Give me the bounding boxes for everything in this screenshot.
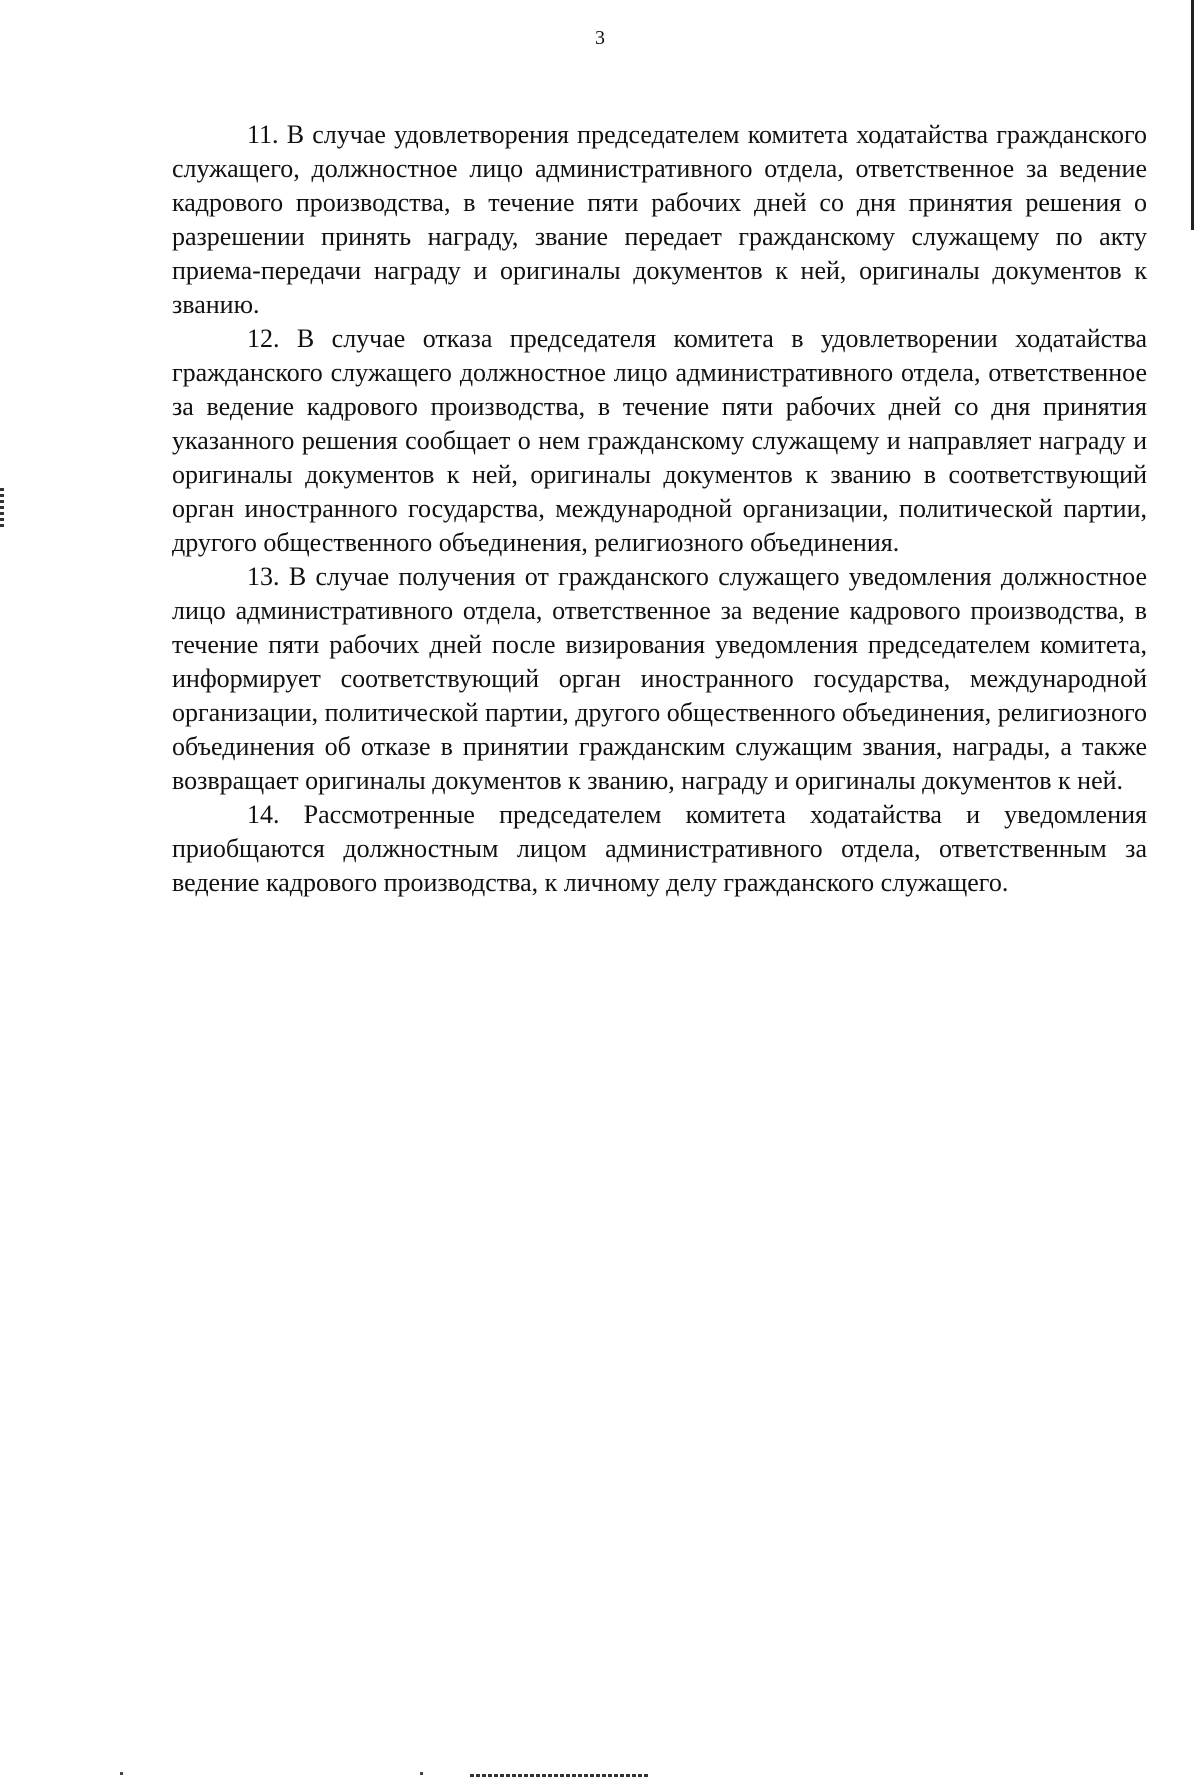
- scan-bottom-artifact: [470, 1774, 650, 1777]
- paragraph-13: 13. В случае получения от гражданского служащего уведомления должностное лицо административного отдела, ответственное за ведение кадрового производства, в течение пяти рабочих дней после визирования уведомления председателем комитета, информирует соответствующий орган иностранного государства, международной организации, политической партии, другого общественного объединения, религиозного объединения об отказе в принятии гражданским служащим звания, награды, а также возвращает оригиналы документов к званию, награду и оригиналы документов к ней.: [172, 562, 1147, 795]
- paragraph-14: 14. Рассмотренные председателем комитета ходатайства и уведомления приобщаются должностным лицом административного отдела, ответственным за ведение кадрового производства, к личному делу гражданского служащего.: [172, 800, 1147, 897]
- page-number: 3: [595, 27, 605, 49]
- scan-dot-artifact: [420, 1772, 423, 1775]
- document-body: [172, 118, 1147, 900]
- scan-dot-artifact: [120, 1772, 123, 1775]
- scan-margin-artifact: [0, 488, 4, 530]
- paragraph-11: 11. В случае удовлетворения председателем комитета ходатайства гражданского служащего, должностное лицо административного отдела, ответственное за ведение кадрового производства, в течение пяти рабочих дней со дня принятия решения о разрешении принять награду, звание передает гражданскому служащему по акту приема-передачи награду и оригиналы документов к ней, оригиналы документов к званию.: [172, 120, 1147, 319]
- paragraph-12: 12. В случае отказа председателя комитета в удовлетворении ходатайства гражданского служащего должностное лицо административного отдела, ответственное за ведение кадрового производства, в течение пяти рабочих дней со дня принятия указанного решения сообщает о нем гражданскому служащему и направляет награду и оригиналы документов к ней, оригиналы документов к званию в соответствующий орган иностранного государства, международной организации, политической партии, другого общественного объединения, религиозного объединения.: [172, 324, 1147, 557]
